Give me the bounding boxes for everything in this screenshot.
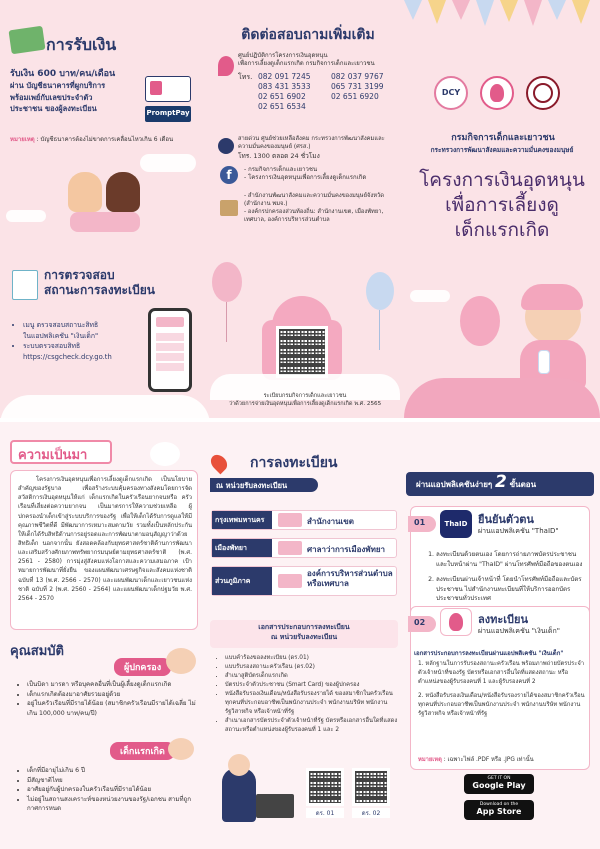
form-dr02-label: ดร. 02 (352, 808, 390, 818)
phone-number[interactable]: 082 037 9767 (331, 72, 384, 81)
child-item: • ไม่อยู่ในสถานสงเคราะห์ของหน่วยงานของรัฐ/เอกชน สามที่ถูกกาศการหนด (27, 795, 198, 814)
bunting-flag (476, 0, 494, 26)
center-logo-icon (218, 56, 234, 76)
balloon-decoration (212, 262, 242, 302)
boy-illustration (68, 172, 102, 212)
guardian-list (18, 680, 198, 718)
parents-illustration (166, 648, 196, 674)
docs-header-line: ณ หน่วยรับลงทะเบียน (270, 632, 338, 641)
facebook-icon[interactable]: f (220, 166, 238, 184)
form-dr01-label: ดร. 01 (306, 808, 344, 818)
step2-title: ลงทะเบียน (478, 613, 528, 626)
docs-item: • สำเนาสูติบัตรเด็กแรกเกิด (225, 672, 398, 681)
phone-number[interactable]: 02 651 6534 (258, 102, 306, 111)
google-play-label: Google Play (472, 780, 526, 790)
background-title: ความเป็นมา (10, 440, 112, 464)
unit-header: ณ หน่วยรับลงทะเบียน (210, 478, 318, 492)
child-item: • มีสัญชาติไทย (27, 776, 198, 786)
facebook-page[interactable]: - โครงการเงินอุดหนุนเพื่อการเลี้ยงดูเด็กแรกเกิด (244, 174, 367, 182)
docs-header (210, 620, 398, 648)
docs-list (216, 654, 398, 735)
facebook-page[interactable]: - กรมกิจการเด็กและเยาวชน (244, 166, 318, 173)
phone-mockup (148, 308, 192, 392)
balloon-string (226, 302, 227, 342)
income-line: พร้อมเพย์กับเลขประจำตัว (10, 92, 93, 102)
row-area: กรุงเทพมหานคร (212, 511, 272, 529)
step2-doc-item: 1. หลักฐานในการรับรองสถานะครัวเรือน พร้อมภาพถ่ายบัตรประจำตัวเจ้าหน้าที่ของรัฐ บัตรหรือเอกสารอื่นใดที่แสดงสถานะ หรือตำแหน่งของผู้รับรองคนที่ 1 และผู้รับรองคนที่ 2 (418, 661, 584, 685)
hotline-icon (218, 138, 234, 154)
phone-label: โทร. (238, 73, 253, 81)
background-body: โครงการเงินอุดหนุนเพื่อการเลี้ยงดูเด็กแรกเกิด เป็นนโยบายสำคัญของรัฐบาล เพื่อสร้างระบบคุ้มครองทางสังคมโดยการจัดสวัสดิการเงินอุดหนุนให้แก่ เด็กแรกเกิดในครัวเรือนยากจนหรือ ครัวเรือนที่เสี่ยงต่อความยากจน เป็นมาตรการให้ความช่วยเหลือ ผู้ปกครองนำเด็กเข้าสู่ระบบบริการของรัฐ เพื่อให้เด็กได้รับการดูแลให้มีคุณภาพชีวิตที่ดี มีพัฒนาการเหมาะสมตามวัย รวมทั้งเป็นหลักประกันให้เด็กได้รับสิทธิด้านการอยู่รอดและการพัฒนาตามอนุสัญญาว่าด้วยสิทธิเด็ก นอกจากนั้น ยังสอดคล้องกับยุทธศาสตร์ชาติด้านการพัฒนาและเสริมสร้างศักยภาพทรัพยากรมนุษย์ตามยุทธศาสตร์ชาติ (พ.ศ. 2561 - 2580) การมุ่งสู่สังคมแห่งโอกาสและความเสมอภาค เป้าหมายการพัฒนาที่ยั่งยืน ของแผนพัฒนาเศรษฐกิจและสังคมแห่งชาติ ฉบับที่ 13 (พ.ศ. 2566 - 2570) และแผนพัฒนาเด็กและเยาวชนแห่งชาติ ฉบับที่ 2 (พ.ศ. 2560 - 2564) และแผนพัฒนาเด็กปฐมวัย พ.ศ. 2564 - 2570 (18, 477, 192, 602)
baby-illustration (525, 290, 581, 344)
status-title-line1: การตรวจสอบ (44, 268, 115, 282)
brochure-outside (0, 0, 600, 418)
docs-item: • แบบรับรองสถานะครัวเรือน (ดร.02) (225, 663, 398, 672)
cloud-decoration (6, 210, 46, 222)
office-item: - สำนักงานพัฒนาสังคมและความมั่นคงของมนุษย์จังหวัด (สำนักงาน พมจ.) (244, 193, 385, 208)
cloud-decoration (150, 442, 180, 466)
app-steps-number: 2 (495, 472, 507, 492)
dcy-logo-text: DCY (441, 88, 461, 97)
kids-clothes (70, 212, 140, 232)
qualifications-title: คุณสมบัติ (10, 644, 64, 659)
money-icon (8, 26, 45, 54)
income-channel (10, 80, 140, 115)
status-item (23, 320, 142, 341)
google-play-caption: GET IT ON (487, 776, 511, 781)
note-label: หมายเหตุ (10, 136, 35, 143)
docs-item: • หนังสือรับรองเงินเดือน/หนังสือรับรองรายได้ ของสมาชิกในครัวเรือนทุกคนที่ประกอบอาชีพเป็นพนักงานประจำ พนักงานบริษัท พนักงานรัฐวิสาหกิจ หรือเจ้าหน้าที่รัฐ (225, 690, 398, 717)
note-label: หมายเหตุ (418, 757, 442, 763)
center-name (238, 52, 403, 68)
brochure-inside (0, 422, 600, 849)
guardian-item: • เด็กแรกเกิดต้องมาอาศัยรวมอยู่ด้วย (27, 690, 198, 700)
child-item: • อาศัยอยู่กับผู้ปกครองในครัวเรือนที่มีรายได้น้อย (27, 785, 198, 795)
app-header (406, 472, 594, 496)
center-name-line: ศูนย์ปฏิบัติการโครงการเงินอุดหนุน (238, 52, 328, 59)
center-name-line: เพื่อการเลี้ยงดูเด็กแรกเกิด กรมกิจการเด็กและเยาวชน (238, 60, 375, 68)
registration-row (211, 510, 397, 530)
regulation-qr-code[interactable] (276, 326, 328, 378)
office-list (244, 192, 399, 224)
cover-hill (404, 378, 600, 418)
app-header-suffix: ขั้นตอน (509, 480, 537, 489)
phone-number[interactable]: 02 651 6902 (258, 92, 306, 101)
form-dr01-qr-code[interactable] (306, 768, 344, 806)
phone-number[interactable]: 065 731 3199 (331, 82, 384, 91)
cloud-decoration (0, 395, 210, 418)
step1-subtitle: ผ่านแอปพลิเคชัน "ThaID" (478, 527, 559, 535)
docs-item: • สำเนาเอกสารบัตรประจำตัวเจ้าหน้าที่รัฐ บัตรหรือเอกสารอื่นใดที่แสดงสถานะหรือตำแหน่งของผู้รับรองคนที่ 1 และ 2 (225, 717, 398, 735)
ministry-logo (526, 76, 560, 110)
row-area: ส่วนภูมิภาค (212, 567, 272, 595)
row-office: ศาลาว่าการเมืองพัทยา (307, 545, 386, 554)
income-line: ประชาชน ของผู้ลงทะเบียน (10, 104, 97, 114)
qr-caption-line: ระเบียบกรมกิจการเด็กและเยาวชน (263, 393, 347, 399)
status-item-text: เมนู ตรวจสอบสถานะสิทธิ (23, 321, 99, 329)
bunting-flag (572, 0, 590, 24)
bunting-flag (500, 0, 518, 22)
app-header-prefix: ผ่านแอปพลิเคชันง่ายๆ (416, 480, 493, 489)
officer-illustration (222, 768, 256, 822)
status-title (44, 268, 155, 298)
hotline-name: สายด่วน ศูนย์ช่วยเหลือสังคม กระทรวงการพัฒนาสังคมและความมั่นคงของมนุษย์ (ศรส.) (238, 136, 385, 150)
step1-list (428, 550, 584, 604)
app-store-button[interactable] (464, 800, 534, 820)
project-logo (480, 76, 514, 110)
girl-illustration (106, 172, 140, 212)
hotline-number[interactable]: โทร. 1300 ตลอด 24 ชั่วโมง (238, 151, 320, 160)
baby-face-icon (168, 738, 194, 760)
row-office: องค์การบริหารส่วนตำบล หรือเทศบาล (307, 569, 393, 589)
building-icon (278, 574, 302, 588)
step2-docs (418, 660, 586, 719)
income-line: ผ่าน บัญชีธนาคารที่ผูกบริการ (10, 81, 106, 90)
child-tag: เด็กแรกเกิด (110, 742, 175, 760)
step1-title: ยืนยันตัวตน (478, 513, 534, 526)
status-item-text: ในแอปพลิเคชัน "เงินเด็ก" (23, 331, 99, 340)
app-store-caption: Download on the (479, 802, 519, 807)
income-title: การรับเงิน (46, 35, 117, 54)
phone-number[interactable]: 02 651 6920 (331, 92, 379, 101)
step2-docs-title: เอกสารประกอบการลงทะเบียนผ่านแอปพลิเคชัน "เงินเด็ก" (414, 650, 564, 657)
ngoendek-app-icon[interactable] (440, 608, 472, 636)
tree-decoration (460, 296, 500, 346)
cover-title (406, 168, 598, 243)
row-office: สำนักงานเขต (307, 517, 354, 526)
form-dr02-qr-code[interactable] (352, 768, 390, 806)
app-note (418, 754, 586, 764)
checklist-icon (12, 270, 38, 300)
note-text: : เฉพาะไฟล์ .PDF หรือ .JPG เท่านั้น (441, 757, 534, 763)
phone-list (258, 72, 398, 111)
contact-title: ติดต่อสอบถามเพิ่มเติม (241, 27, 375, 43)
bunting-flag (524, 0, 542, 26)
cover-title-line: เด็กแรกเกิด (454, 219, 550, 242)
building-icon (278, 513, 302, 527)
phone-number[interactable]: 082 091 7245 (258, 72, 311, 81)
laptop-icon (256, 794, 294, 818)
status-url[interactable]: https://csgcheck.dcy.go.th (23, 352, 112, 361)
note-text: : บัญชีธนาคารต้องไม่ขาดการเคลื่อนไหวเกิน 6 เดือน (34, 136, 174, 143)
bunting-flag (428, 0, 446, 24)
ministry-name: กระทรวงการพัฒนาสังคมและความมั่นคงของมนุษย์ (430, 146, 574, 154)
income-amount: รับเงิน 600 บาท/คน/เดือน (10, 69, 116, 79)
qr-caption (212, 393, 398, 408)
child-list (18, 766, 198, 814)
registration-title: การลงทะเบียน (250, 455, 338, 471)
office-building-icon (220, 200, 238, 216)
milk-bottle-icon (538, 350, 550, 374)
google-play-button[interactable] (464, 774, 534, 794)
cover-title-line: เพื่อการเลี้ยงดู (445, 194, 559, 217)
step1-item: 1. ลงทะเบียนด้วยตนเอง โดยการถ่ายภาพบัตรประชาชนและใบหน้าผ่าน "ThaID" ผ่านโทรศัพท์มือถือของตนเอง (436, 550, 584, 569)
cloud-decoration (140, 154, 196, 172)
status-list (14, 320, 142, 362)
row-area: เมืองพัทยา (212, 539, 272, 557)
status-title-line2: สถานะการลงทะเบียน (44, 283, 155, 297)
bunting-flag (404, 0, 422, 20)
bunting-flag (452, 0, 470, 20)
facebook-pages (244, 166, 394, 183)
step1-number: 01 (408, 516, 436, 532)
step2-subtitle: ผ่านแอปพลิเคชัน "เงินเด็ก" (478, 627, 560, 635)
promptpay-logo: PromptPay (145, 106, 191, 122)
docs-item: • บัตรประจำตัวประชาชน (Smart Card) ของผู้ปกครอง (225, 681, 398, 690)
guardian-item: • เป็นบิดา มารดา หรือบุคคลอื่นที่เป็นผู้เลี้ยงดูเด็กแรกเกิด (27, 680, 198, 690)
location-pin-icon (208, 452, 231, 475)
balloon-decoration (366, 272, 394, 310)
app-store-label: App Store (476, 806, 522, 816)
step2-number: 02 (408, 616, 436, 632)
hotline-block (238, 136, 398, 160)
guardian-tag: ผู้ปกครอง (114, 658, 171, 676)
registration-row (211, 566, 397, 596)
step2-doc-item: 2. หนังสือรับรองเงินเดือน/หนังสือรับรองรายได้ของสมาชิกครัวเรือนทุกคนที่ประกอบอาชีพเป็นพนักงานประจำ พนักงานบริษัท พนักงานรัฐวิสาหกิจ หรือเจ้าหน้าที่รัฐ (418, 692, 585, 717)
office-item: - องค์กรปกครองส่วนท้องถิ่น: สำนักงานเขต, เมืองพัทยา, เทศบาล, องค์การบริหารส่วนตำบล (244, 209, 384, 224)
dcy-logo (434, 76, 468, 110)
guardian-item: • อยู่ในครัวเรือนที่มีรายได้น้อย (สมาชิกครัวเรือนมีรายได้เฉลี่ย ไม่เกิน 100,000 บาท/คน/ปี) (27, 699, 198, 718)
registration-row (211, 538, 397, 558)
thaid-app-icon[interactable]: ThaID (440, 510, 472, 538)
cloud-decoration (410, 290, 450, 302)
income-note (10, 135, 200, 144)
child-item: • เด็กที่มีอายุไม่เกิน 6 ปี (27, 766, 198, 776)
docs-header-line: เอกสารประกอบการลงทะเบียน (258, 623, 350, 631)
balloon-string (379, 310, 380, 350)
status-item-text: ระบบตรวจสอบสิทธิ (23, 342, 81, 351)
status-item (23, 341, 142, 362)
phone-number[interactable]: 083 431 3533 (258, 82, 311, 91)
bunting-flag (548, 0, 566, 20)
id-card-icon (145, 76, 191, 102)
building-icon (278, 541, 302, 555)
qr-caption-line: ว่าด้วยการจ่ายเงินอุดหนุนเพื่อการเลี้ยงดูเด็กแรกเกิด พ.ศ. 2565 (228, 400, 382, 407)
department-name: กรมกิจการเด็กและเยาวชน (451, 133, 555, 143)
docs-item: • แบบคำร้องขอลงทะเบียน (ดร.01) (225, 654, 398, 663)
cover-title-line: โครงการเงินอุดหนุน (419, 169, 585, 191)
step1-item: 2. ลงทะเบียนผ่านเจ้าหน้าที่ โดยนำโทรศัพท์มือถือและบัตรประชาชน ไปสำนักงานทะเบียนที่ให้บริการออกบัตรประชาชนทั่วประเทศ (436, 575, 584, 604)
